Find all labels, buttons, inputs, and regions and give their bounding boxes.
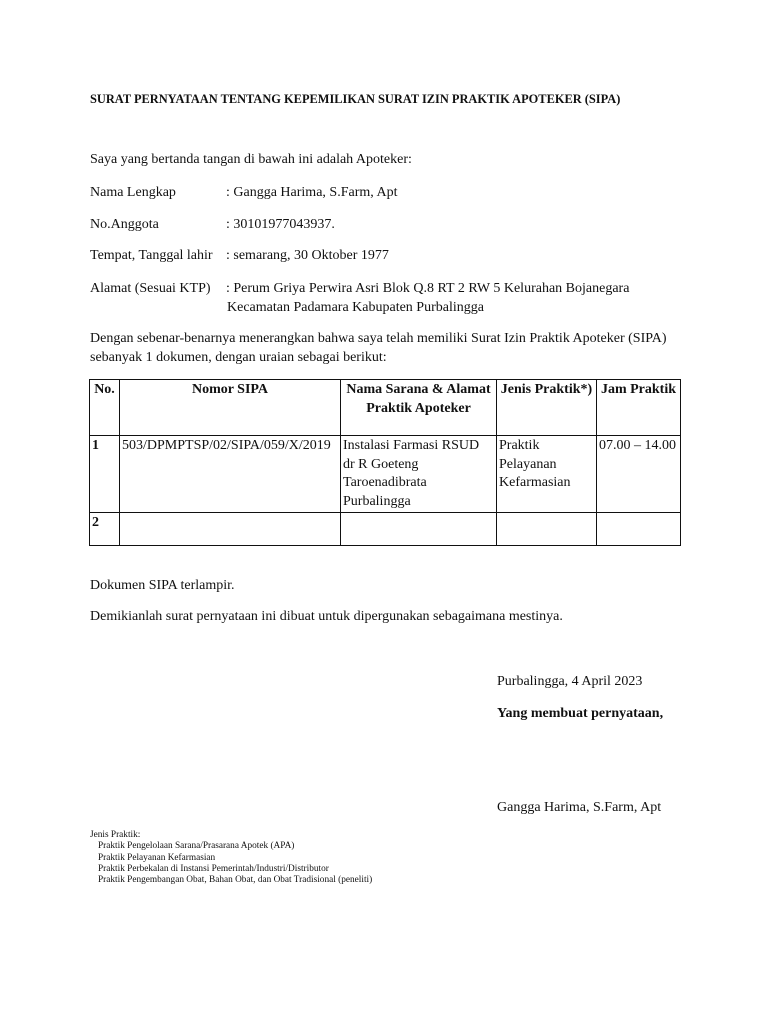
cell-facility <box>341 513 497 546</box>
statement-line-1: Dengan sebenar-benarnya menerangkan bahwa saya telah memiliki Surat Izin Praktik Apoteker (SIPA) <box>90 331 667 346</box>
field-value-member-number: : 30101977043937. <box>226 217 335 232</box>
footnote-item: Praktik Pengelolaan Sarana/Prasarana Apotek (APA) <box>98 841 295 852</box>
table-header-row <box>90 380 681 436</box>
cell-practice-hours: 07.00 – 14.00 <box>597 436 681 513</box>
cell-practice-type <box>497 513 597 546</box>
table-row <box>90 436 681 513</box>
cell-no: 1 <box>90 436 120 513</box>
cell-facility: Instalasi Farmasi RSUD dr R Goeteng Taroenadibrata Purbalingga <box>341 436 497 513</box>
cell-sipa-number: 503/DPMPTSP/02/SIPA/059/X/2019 <box>120 436 341 513</box>
table-row <box>90 513 681 546</box>
address-line-2: Kecamatan Padamara Kabupaten Purbalingga <box>227 300 484 315</box>
field-label-address: Alamat (Sesuai KTP) <box>90 281 211 296</box>
cell-practice-type: Praktik Pelayanan Kefarmasian <box>497 436 597 513</box>
footnote <box>90 830 372 886</box>
cell-sipa-number <box>120 513 341 546</box>
field-label-name: Nama Lengkap <box>90 185 176 200</box>
signer-name: Gangga Harima, S.Farm, Apt <box>497 800 662 815</box>
statement-line-2: sebanyak 1 dokumen, dengan uraian sebagai berikut: <box>90 350 387 365</box>
statement-paragraph <box>90 329 690 367</box>
document-title: SURAT PERNYATAAN TENTANG KEPEMILIKAN SURAT IZIN PRAKTIK APOTEKER (SIPA) <box>90 92 621 106</box>
header-facility: Nama Sarana & Alamat Praktik Apoteker <box>341 380 497 436</box>
cell-no: 2 <box>90 513 120 546</box>
field-label-member-number: No.Anggota <box>90 217 159 232</box>
header-practice-hours: Jam Praktik <box>597 380 681 436</box>
footnote-item: Praktik Perbekalan di Instansi Pemerintah/Industri/Distributor <box>98 863 329 874</box>
header-sipa-number: Nomor SIPA <box>120 380 341 436</box>
closing-statement: Demikianlah surat pernyataan ini dibuat untuk dipergunakan sebagaimana mestinya. <box>90 609 563 624</box>
field-value-address <box>226 279 629 317</box>
attachment-note: Dokumen SIPA terlampir. <box>90 578 235 593</box>
footnote-item: Praktik Pengembangan Obat, Bahan Obat, dan Obat Tradisional (peneliti) <box>98 875 373 886</box>
cell-practice-hours <box>597 513 681 546</box>
field-label-birth: Tempat, Tanggal lahir <box>90 248 213 263</box>
footnote-item: Praktik Pelayanan Kefarmasian <box>98 852 216 863</box>
place-date: Purbalingga, 4 April 2023 <box>497 674 643 689</box>
field-value-birth: : semarang, 30 Oktober 1977 <box>226 248 389 263</box>
address-line-1: : Perum Griya Perwira Asri Blok Q.8 RT 2 RW 5 Kelurahan Bojanegara <box>226 281 630 296</box>
field-value-name: : Gangga Harima, S.Farm, Apt <box>226 185 398 200</box>
intro-text: Saya yang bertanda tangan di bawah ini adalah Apoteker: <box>90 152 412 167</box>
header-practice-type: Jenis Praktik*) <box>497 380 597 436</box>
footnote-heading: Jenis Praktik: <box>90 830 141 840</box>
maker-label: Yang membuat pernyataan, <box>497 706 664 721</box>
sipa-table <box>89 379 681 546</box>
header-no: No. <box>90 380 120 436</box>
